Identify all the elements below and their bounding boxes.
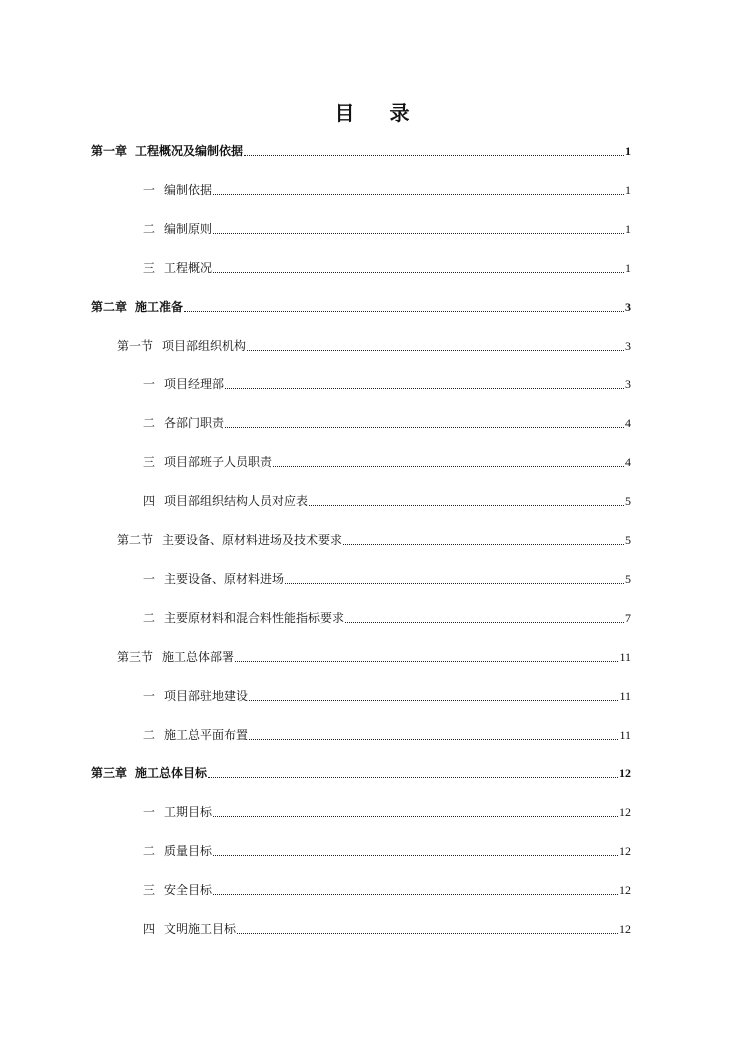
toc-dot-leader <box>343 544 624 545</box>
toc-entry-page: 7 <box>625 610 631 625</box>
toc-entry-number: 一 <box>143 377 156 392</box>
toc-entry-page: 5 <box>625 533 631 547</box>
toc-entry-title: 施工总平面布置 <box>164 727 249 742</box>
toc-entry-number: 一 <box>143 182 156 197</box>
toc-entry-number: 二 <box>143 416 156 431</box>
toc-entry-title: 文明施工目标 <box>164 922 237 936</box>
toc-entry-page: 12 <box>619 766 631 781</box>
toc-entry-title: 工程概况 <box>164 260 213 275</box>
toc-entry-page: 3 <box>625 377 631 392</box>
toc-entry[interactable] <box>143 567 631 587</box>
toc-dot-leader <box>225 388 624 389</box>
toc-entry[interactable] <box>143 256 631 276</box>
toc-entry[interactable] <box>143 723 631 743</box>
toc-entry-number: 四 <box>143 922 156 936</box>
toc-dot-leader <box>235 661 618 662</box>
toc-entry-number: 三 <box>143 260 156 275</box>
toc-dot-leader <box>213 894 618 895</box>
toc-entry-title: 施工总体目标 <box>135 766 208 781</box>
toc-entry-number: 三 <box>143 883 156 898</box>
toc-entry-title: 质量目标 <box>164 844 213 859</box>
toc-entry-page: 1 <box>625 260 631 275</box>
toc-entry-page: 11 <box>619 727 631 742</box>
toc-entry-title: 项目经理部 <box>164 377 225 392</box>
toc-entry-number: 四 <box>143 494 156 509</box>
toc-entry[interactable] <box>143 178 631 198</box>
toc-entry[interactable] <box>143 917 631 937</box>
toc-dot-leader <box>184 311 624 312</box>
toc-entry-title: 工程概况及编制依据 <box>135 144 244 158</box>
toc-entry[interactable] <box>117 528 631 548</box>
toc-dot-leader <box>213 194 624 195</box>
toc-entry-page: 1 <box>625 182 631 197</box>
toc-entry[interactable] <box>143 217 631 237</box>
toc-entry[interactable] <box>143 372 631 392</box>
toc-entry[interactable] <box>91 761 631 781</box>
toc-entry-title: 主要设备、原材料进场 <box>164 571 285 586</box>
toc-dot-leader <box>309 505 624 506</box>
toc-entry-number: 第三节 <box>117 649 154 664</box>
toc-entry-title: 各部门职责 <box>164 416 225 431</box>
toc-entry-title: 施工准备 <box>135 299 184 314</box>
toc-entry-title: 施工总体部署 <box>162 649 235 664</box>
page-title: 目 录 <box>334 101 424 125</box>
toc-entry-number: 一 <box>143 688 156 703</box>
toc-entry[interactable] <box>117 645 631 665</box>
toc-entry-title: 主要设备、原材料进场及技术要求 <box>162 533 343 547</box>
toc-dot-leader <box>345 622 624 623</box>
toc-entry-title: 项目部组织结构人员对应表 <box>164 494 309 509</box>
toc-dot-leader <box>247 350 624 351</box>
toc-entry-page: 5 <box>625 571 631 586</box>
toc-entry-title: 主要原材料和混合料性能指标要求 <box>164 610 345 625</box>
toc-dot-leader <box>225 427 624 428</box>
toc-entry-page: 3 <box>625 299 631 314</box>
toc-entry-number: 第二章 <box>91 299 128 314</box>
toc-entry-title: 编制原则 <box>164 221 213 236</box>
toc-dot-leader <box>213 272 624 273</box>
toc-entry-title: 工期目标 <box>164 805 213 820</box>
toc-entry-page: 11 <box>619 688 631 703</box>
toc-entry[interactable] <box>91 139 631 159</box>
toc-entry-number: 第二节 <box>117 533 154 547</box>
toc-entry-title: 安全目标 <box>164 883 213 898</box>
toc-entry[interactable] <box>91 295 631 315</box>
toc-entry-page: 12 <box>619 844 631 859</box>
toc-entry-title: 项目部驻地建设 <box>164 688 249 703</box>
toc-entry[interactable] <box>143 839 631 859</box>
toc-entry-page: 12 <box>619 883 631 898</box>
toc-dot-leader <box>213 816 618 817</box>
toc-entry-page: 4 <box>625 416 631 431</box>
toc-dot-leader <box>208 777 618 778</box>
toc-entry-page: 12 <box>619 922 631 936</box>
toc-entry-number: 第一章 <box>91 144 128 158</box>
toc-dot-leader <box>213 233 624 234</box>
toc-entry-page: 4 <box>625 455 631 470</box>
toc-entry-page: 1 <box>625 221 631 236</box>
toc-entry-title: 项目部组织机构 <box>162 338 247 353</box>
toc-entry[interactable] <box>117 334 631 354</box>
toc-dot-leader <box>244 155 624 156</box>
toc-entry-title: 编制依据 <box>164 182 213 197</box>
toc-entry-number: 二 <box>143 221 156 236</box>
toc-entry-number: 第三章 <box>91 766 128 781</box>
toc-entry[interactable] <box>143 800 631 820</box>
toc-entry-number: 一 <box>143 805 156 820</box>
toc-entry[interactable] <box>143 411 631 431</box>
toc-dot-leader <box>249 739 618 740</box>
toc-entry-page: 11 <box>619 649 631 664</box>
toc-entry[interactable] <box>143 489 631 509</box>
toc-dot-leader <box>285 583 624 584</box>
toc-entry[interactable] <box>143 606 631 626</box>
toc-entry-page: 3 <box>625 338 631 353</box>
toc-entry-page: 12 <box>619 805 631 820</box>
toc-dot-leader <box>273 466 624 467</box>
toc-entry-page: 5 <box>625 494 631 509</box>
toc-entry[interactable] <box>143 684 631 704</box>
toc-entry-number: 一 <box>143 571 156 586</box>
toc-entry-number: 二 <box>143 610 156 625</box>
toc-dot-leader <box>249 700 618 701</box>
toc-entry-number: 二 <box>143 727 156 742</box>
toc-dot-leader <box>213 855 618 856</box>
toc-entry-page: 1 <box>625 144 631 158</box>
toc-entry-number: 第一节 <box>117 338 154 353</box>
toc-entry-number: 二 <box>143 844 156 859</box>
toc-entry[interactable] <box>143 878 631 898</box>
toc-dot-leader <box>237 933 618 934</box>
toc-entry-title: 项目部班子人员职责 <box>164 455 273 470</box>
toc-entry-number: 三 <box>143 455 156 470</box>
toc-entry[interactable] <box>143 450 631 470</box>
